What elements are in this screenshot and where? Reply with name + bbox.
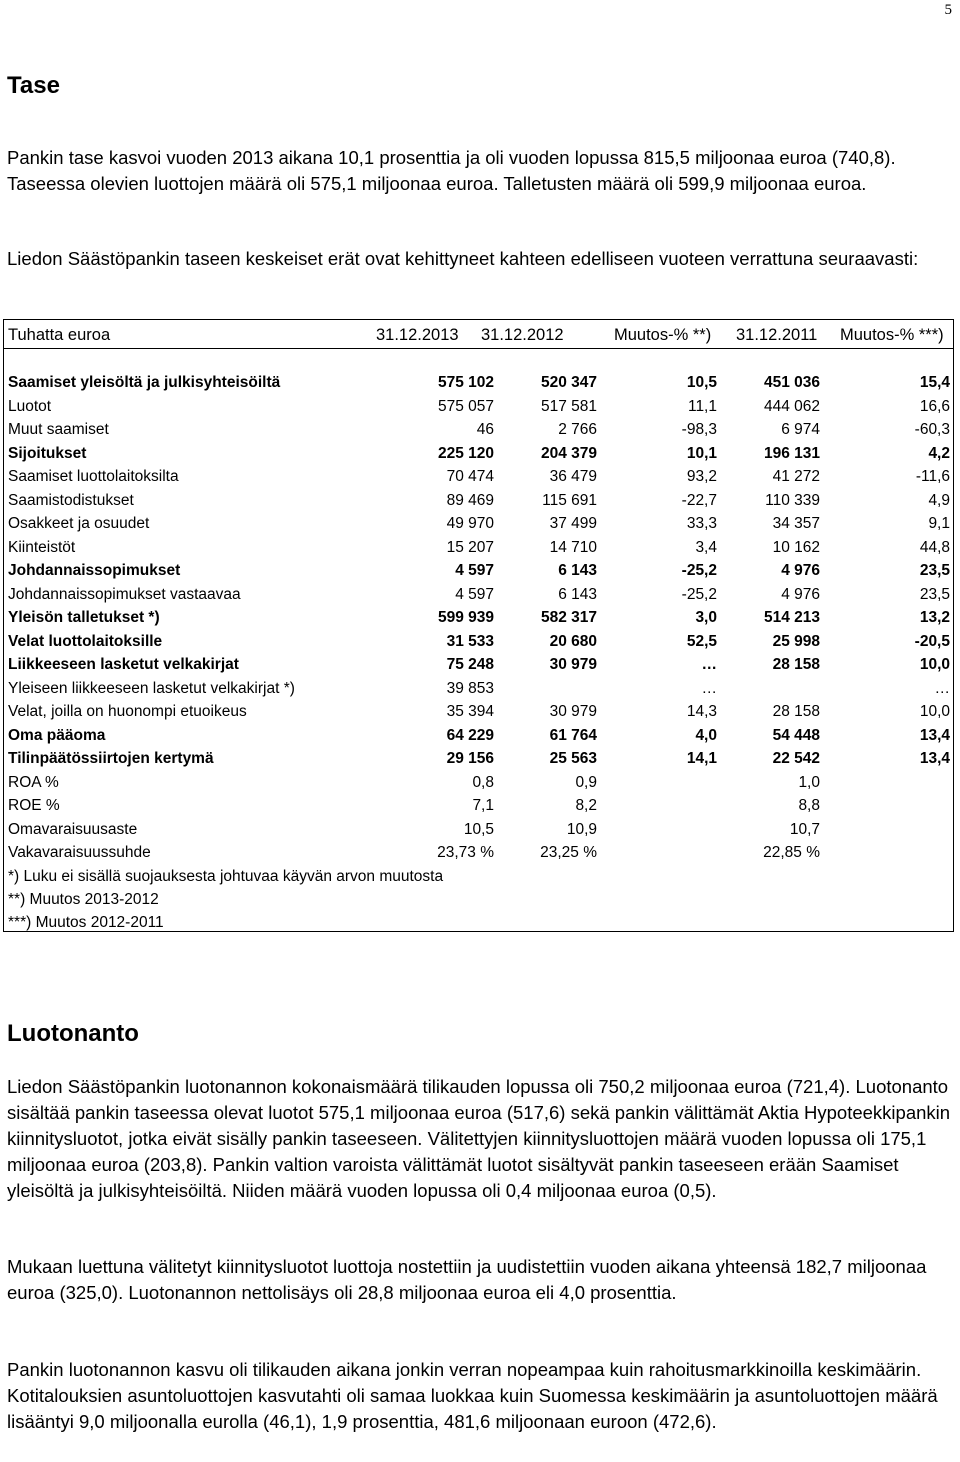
header-2013: 31.12.2013 — [376, 326, 459, 344]
cell-2011: 10,7 — [789, 820, 820, 838]
cell-2013: 10,5 — [463, 820, 494, 838]
row-label: Saamiset luottolaitoksilta — [8, 468, 179, 485]
cell-change-13-12: 3,4 — [695, 538, 717, 556]
cell-2012: 37 499 — [549, 515, 597, 532]
cell-2013: 0,8 — [472, 773, 494, 791]
cell-2011: 41 272 — [772, 468, 820, 485]
paragraph-luotonanto-3: Pankin luotonannon kasvu oli tilikauden aikana jonkin verran nopeampaa kuin rahoitusmarkkinoilla keskimäärin. Kotitalouksien asuntoluottojen kasvutahti oli samaa luokkaa kuin Suomessa keskimäärin ja asuntoluottojen määrä lisääntyi 9,0 miljoonalla eurolla (46,1), 1,9 prosenttia, 481,6 miljoonaan euroon (472,6). — [7, 1359, 938, 1432]
cell-2011: 110 339 — [765, 491, 820, 509]
footnote-1: *) Luku ei sisällä suojauksesta johtuvaa käyvän arvon muutosta — [8, 868, 444, 885]
header-change-13-12: Muutos-% **) — [614, 326, 712, 344]
header-2012: 31.12.2012 — [481, 326, 564, 344]
cell-change-12-11: … — [934, 679, 950, 697]
cell-2011: 25 998 — [772, 632, 820, 650]
table-row — [4, 724, 954, 748]
cell-2012: 6 143 — [558, 562, 597, 579]
row-label: ROE % — [8, 797, 60, 814]
cell-change-13-12: 10,5 — [686, 374, 717, 391]
table-row — [4, 371, 954, 395]
cell-change-13-12: 10,1 — [686, 444, 717, 462]
cell-change-12-11: -20,5 — [914, 632, 950, 650]
table-row — [4, 818, 954, 842]
cell-2011: 444 062 — [763, 397, 820, 415]
cell-change-12-11: 4,9 — [928, 491, 950, 509]
page-number: 5 — [944, 2, 952, 18]
cell-change-12-11: 13,4 — [919, 726, 950, 744]
cell-change-12-11: 4,2 — [928, 444, 950, 462]
cell-2011: 1,0 — [798, 773, 820, 791]
cell-2012: 30 979 — [549, 656, 597, 673]
table-row — [4, 536, 954, 560]
row-label: Luotot — [8, 397, 52, 415]
cell-2012: 61 764 — [549, 726, 597, 744]
cell-2013: 35 394 — [446, 703, 494, 720]
table-row — [4, 630, 954, 654]
cell-2012: 517 581 — [540, 397, 597, 415]
cell-2011: 28 158 — [772, 656, 820, 673]
cell-change-13-12: 14,1 — [686, 750, 717, 767]
row-label: Velat luottolaitoksille — [8, 632, 163, 650]
row-label: Vakavaraisuussuhde — [8, 844, 151, 861]
cell-change-13-12: -25,2 — [681, 562, 717, 579]
cell-change-12-11: 10,0 — [919, 656, 950, 673]
row-label: Liikkeeseen lasketut velkakirjat — [8, 656, 239, 673]
cell-change-13-12: -22,7 — [681, 491, 717, 509]
cell-2012: 6 143 — [558, 585, 597, 603]
cell-2012: 8,2 — [575, 797, 597, 814]
cell-2013: 4 597 — [455, 585, 494, 603]
table-row — [4, 700, 954, 724]
row-label: Yleisön talletukset *) — [8, 609, 160, 626]
cell-change-12-11: 10,0 — [919, 703, 950, 720]
row-label: Muut saamiset — [8, 421, 109, 438]
cell-2013: 225 120 — [437, 444, 494, 462]
cell-2013: 4 597 — [455, 562, 494, 579]
footnote-3: ***) Muutos 2012-2011 — [8, 914, 164, 931]
cell-2012: 23,25 % — [540, 844, 597, 861]
cell-2012: 36 479 — [549, 468, 597, 485]
cell-2013: 70 474 — [446, 468, 494, 485]
table-row — [4, 418, 954, 442]
cell-2011: 28 158 — [772, 703, 820, 720]
cell-2012: 115 691 — [542, 491, 597, 509]
cell-change-12-11: 9,1 — [928, 515, 950, 532]
cell-2011: 54 448 — [772, 726, 820, 744]
row-label: Omavaraisuusaste — [8, 820, 138, 838]
table-row — [4, 771, 954, 795]
row-label: Sijoitukset — [8, 444, 87, 462]
cell-2012: 204 379 — [540, 444, 597, 462]
cell-2012: 30 979 — [549, 703, 597, 720]
row-label: Johdannaissopimukset — [8, 562, 181, 579]
row-label: Oma pääoma — [8, 726, 106, 744]
cell-change-13-12: 52,5 — [686, 632, 717, 650]
cell-2011: 4 976 — [781, 562, 820, 579]
cell-change-13-12: 11,1 — [687, 397, 717, 415]
cell-2011: 4 976 — [781, 585, 820, 603]
row-label: Osakkeet ja osuudet — [8, 515, 150, 532]
cell-2013: 599 939 — [437, 609, 494, 626]
header-change-12-11: Muutos-% ***) — [840, 326, 944, 344]
table-row — [4, 583, 954, 607]
cell-2012: 14 710 — [549, 538, 597, 556]
paragraph-tase-1: Pankin tase kasvoi vuoden 2013 aikana 10,1 prosenttia ja oli vuoden lopussa 815,5 miljoonaa euroa (740,8). Taseessa olevien luottojen määrä oli 575,1 miljoonaa euroa. Talletusten määrä oli 599,9 miljoonaa euroa. — [7, 147, 896, 194]
section-title-tase: Tase — [7, 72, 60, 99]
cell-2011: 6 974 — [781, 421, 820, 438]
row-label: ROA % — [8, 773, 59, 791]
cell-change-12-11: 23,5 — [919, 562, 950, 579]
cell-change-12-11: 15,4 — [919, 374, 950, 391]
table-header-divider — [4, 348, 954, 349]
cell-2011: 8,8 — [798, 797, 820, 814]
cell-change-12-11: 23,5 — [919, 585, 950, 603]
cell-2012: 0,9 — [575, 773, 597, 791]
cell-2011: 22,85 % — [763, 844, 820, 861]
footnote-2: **) Muutos 2013-2012 — [8, 891, 159, 908]
table-row — [4, 747, 954, 771]
cell-2013: 29 156 — [446, 750, 494, 767]
header-2011: 31.12.2011 — [736, 326, 818, 344]
row-label: Velat, joilla on huonompi etuoikeus — [8, 703, 247, 720]
section-title-luotonanto: Luotonanto — [7, 1020, 139, 1047]
row-label: Johdannaissopimukset vastaavaa — [8, 585, 241, 603]
table-row — [4, 677, 954, 701]
cell-2013: 575 057 — [437, 397, 494, 415]
cell-change-13-12: 93,2 — [686, 468, 717, 485]
header-label: Tuhatta euroa — [8, 326, 111, 344]
row-label: Saamiset yleisöltä ja julkisyhteisöiltä — [8, 374, 281, 391]
cell-2013: 89 469 — [446, 491, 494, 509]
cell-2013: 7,1 — [472, 797, 494, 814]
table-row — [4, 395, 954, 419]
table-row — [4, 512, 954, 536]
cell-change-13-12: 14,3 — [686, 703, 717, 720]
paragraph-luotonanto-1: Liedon Säästöpankin luotonannon kokonaismäärä tilikauden lopussa oli 750,2 miljoonaa euroa (721,4). Luotonanto sisältää pankin taseessa olevat luotot 575,1 miljoonaa euroa (517,6) sekä pankin välittämät Aktia Hypoteekkipankin kiinnitysluotot, jotka eivät sisälly pankin taseeseen. Välitettyjen kiinnitysluottojen määrä vuoden lopussa oli 175,1 miljoonaa euroa (203,8). Pankin valtion varoista välittämät luotot sisältyvät pankin taseeseen erään Saamiset yleisöltä ja julkisyhteisöiltä. Niiden määrä vuoden lopussa oli 0,4 miljoonaa euroa (0,5). — [7, 1076, 951, 1201]
cell-change-12-11: -11,6 — [915, 468, 950, 485]
table-row — [4, 559, 954, 583]
cell-2013: 23,73 % — [437, 844, 494, 861]
cell-change-13-12: 33,3 — [686, 515, 717, 532]
table-row — [4, 841, 954, 865]
cell-2012: 10,9 — [566, 820, 597, 838]
cell-change-13-12: -98,3 — [681, 421, 717, 438]
cell-2011: 34 357 — [772, 515, 820, 532]
row-label: Kiinteistöt — [8, 538, 76, 556]
cell-change-13-12: -25,2 — [681, 585, 717, 603]
table-row — [4, 794, 954, 818]
table-row — [4, 653, 954, 677]
cell-2013: 46 — [476, 421, 494, 438]
cell-change-13-12: … — [701, 656, 717, 673]
cell-2011: 196 131 — [763, 444, 820, 462]
cell-2013: 15 207 — [446, 538, 494, 556]
cell-2011: 451 036 — [763, 374, 820, 391]
cell-2012: 20 680 — [549, 632, 597, 650]
cell-2012: 25 563 — [549, 750, 597, 767]
cell-change-13-12: … — [701, 679, 717, 697]
cell-change-12-11: -60,3 — [914, 421, 950, 438]
cell-2013: 75 248 — [446, 656, 494, 673]
cell-2013: 31 533 — [446, 632, 494, 650]
cell-2012: 2 766 — [558, 421, 597, 438]
cell-change-13-12: 4,0 — [695, 726, 717, 744]
cell-2012: 520 347 — [540, 374, 597, 391]
paragraph-tase-2: Liedon Säästöpankin taseen keskeiset erät ovat kehittyneet kahteen edelliseen vuoteen verrattuna seuraavasti: — [7, 248, 919, 269]
cell-2011: 514 213 — [763, 609, 820, 626]
row-label: Tilinpäätössiirtojen kertymä — [8, 750, 214, 767]
cell-change-12-11: 13,2 — [919, 609, 950, 626]
cell-change-12-11: 44,8 — [919, 538, 950, 556]
table-row — [4, 606, 954, 630]
cell-2011: 10 162 — [772, 538, 820, 556]
cell-2013: 39 853 — [446, 679, 494, 697]
table-header — [4, 326, 960, 348]
cell-change-13-12: 3,0 — [695, 609, 717, 626]
cell-2013: 64 229 — [446, 726, 494, 744]
cell-2011: 22 542 — [772, 750, 820, 767]
cell-2012: 582 317 — [540, 609, 597, 626]
row-label: Saamistodistukset — [8, 491, 134, 509]
table-row — [4, 465, 954, 489]
row-label: Yleiseen liikkeeseen lasketut velkakirjat *) — [8, 679, 295, 697]
cell-change-12-11: 16,6 — [919, 397, 950, 415]
table-body — [4, 371, 954, 865]
cell-2013: 49 970 — [446, 515, 494, 532]
cell-change-12-11: 13,4 — [919, 750, 950, 767]
table-row — [4, 442, 954, 466]
table-row — [4, 489, 954, 513]
cell-2013: 575 102 — [437, 374, 494, 391]
paragraph-luotonanto-2: Mukaan luettuna välitetyt kiinnitysluotot luottoja nostettiin ja uudistettiin vuoden aikana yhteensä 182,7 miljoonaa euroa (325,0). Luotonannon nettolisäys oli 28,8 miljoonaa euroa eli 4,0 prosenttia. — [7, 1256, 927, 1303]
